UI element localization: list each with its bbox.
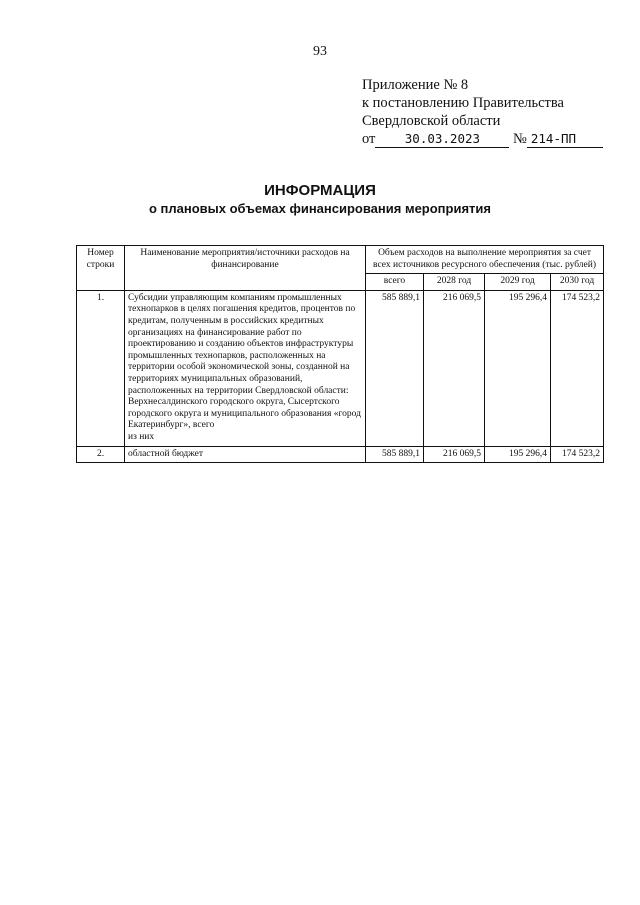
- from-label: от: [362, 131, 376, 147]
- row-2030: 174 523,2: [551, 446, 604, 463]
- document-title: [0, 181, 640, 218]
- row-note: из них: [128, 431, 155, 442]
- row-2028: 216 069,5: [424, 446, 485, 463]
- row-2030: 174 523,2: [551, 290, 604, 446]
- row-name-text: Субсидии управляющим компаниям промышленных технопарков в целях погашения кредитов, процентов по кредитам, полученным в российских кредитных организациях на финансирование работ по проектированию и созданию объектов инфраструктуры промышленных технопарков, расположенных на территории особой экономической зоны, созданной на территориях муниципальных образований, расположенных на территории Свердловской области: Верхнесалдинского городского округа, Сысертского городского округа и муниципального образования «город Екатеринбург», всего: [128, 292, 361, 431]
- header-row: [77, 246, 604, 274]
- appendix-date-line: [362, 130, 603, 148]
- header-2030: 2030 год: [551, 274, 604, 291]
- header-name: Наименование мероприятия/источники расходов на финансирование: [125, 246, 366, 291]
- appendix-region: Свердловской области: [362, 113, 501, 129]
- title-main: ИНФОРМАЦИЯ: [264, 182, 376, 199]
- number-label: №: [513, 131, 527, 147]
- resolution-date: 30.03.2023: [375, 131, 509, 148]
- resolution-number: 214-ПП: [527, 131, 603, 148]
- row-2029: 195 296,4: [485, 290, 551, 446]
- table-row: [77, 290, 604, 446]
- row-name: [125, 290, 366, 446]
- header-2029: 2029 год: [485, 274, 551, 291]
- row-name: областной бюджет: [125, 446, 366, 463]
- header-volume: Объем расходов на выполнение мероприятия за счет всех источников ресурсного обеспечения (тыс. рублей): [366, 246, 604, 274]
- row-total: 585 889,1: [366, 446, 424, 463]
- header-row-number: Номер строки: [77, 246, 125, 291]
- header-total: всего: [366, 274, 424, 291]
- row-total: 585 889,1: [366, 290, 424, 446]
- financing-table: [76, 245, 604, 463]
- page-number: 93: [313, 44, 327, 59]
- appendix-title: Приложение № 8: [362, 77, 469, 93]
- appendix-resolution: к постановлению Правительства: [362, 95, 564, 111]
- row-number: 2.: [77, 446, 125, 463]
- row-2029: 195 296,4: [485, 446, 551, 463]
- table-row: [77, 446, 604, 463]
- header-2028: 2028 год: [424, 274, 485, 291]
- title-sub: о плановых объемах финансирования мероприятия: [148, 201, 491, 216]
- row-2028: 216 069,5: [424, 290, 485, 446]
- row-number: 1.: [77, 290, 125, 446]
- appendix-block: [362, 76, 603, 148]
